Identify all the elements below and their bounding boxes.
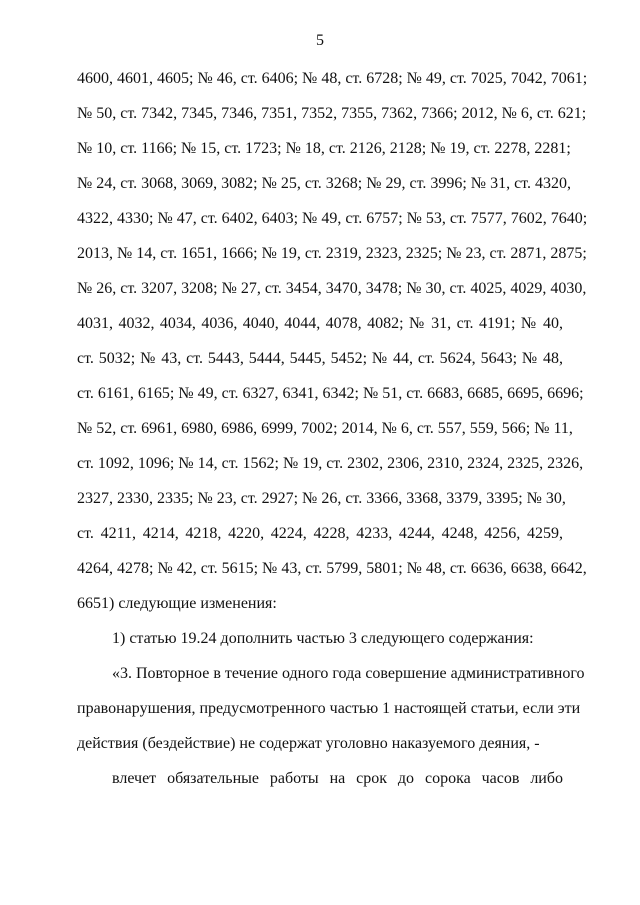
body-line: № 50, ст. 7342, 7345, 7346, 7351, 7352, 7355, 7362, 7366; 2012, № 6, ст. 621; [77,105,587,122]
quote-line: правонарушения, предусмотренного частью 1 настоящей статьи, если эти [77,700,581,717]
quote-line: действия (бездействие) не содержат уголовно наказуемого деяния, - [77,735,540,752]
quote-line: «3. Повторное в течение одного года совершение административного [112,665,585,682]
body-line: № 24, ст. 3068, 3069, 3082; № 25, ст. 3268; № 29, ст. 3996; № 31, ст. 4320, [77,175,571,192]
body-line: 6651) следующие изменения: [77,595,277,612]
body-line: 4600, 4601, 4605; № 46, ст. 6406; № 48, ст. 6728; № 49, ст. 7025, 7042, 7061; [77,70,588,87]
body-line: № 26, ст. 3207, 3208; № 27, ст. 3454, 3470, 3478; № 30, ст. 4025, 4029, 4030, [77,280,587,297]
body-line: 2013, № 14, ст. 1651, 1666; № 19, ст. 2319, 2323, 2325; № 23, ст. 2871, 2875; [77,245,587,262]
page-number: 5 [316,32,324,49]
body-line: ст. 5032; № 43, ст. 5443, 5444, 5445, 5452; № 44, ст. 5624, 5643; № 48, [77,350,563,367]
body-line: ст. 4211, 4214, 4218, 4220, 4224, 4228, 4233, 4244, 4248, 4256, 4259, [77,525,563,542]
body-line: № 10, ст. 1166; № 15, ст. 1723; № 18, ст. 2126, 2128; № 19, ст. 2278, 2281; [77,140,571,157]
body-line: 4322, 4330; № 47, ст. 6402, 6403; № 49, ст. 6757; № 53, ст. 7577, 7602, 7640; [77,210,588,227]
body-line: ст. 1092, 1096; № 14, ст. 1562; № 19, ст. 2302, 2306, 2310, 2324, 2325, 2326, [77,455,584,472]
amendment-item: 1) статью 19.24 дополнить частью 3 следующего содержания: [112,630,534,647]
body-line: 4264, 4278; № 42, ст. 5615; № 43, ст. 5799, 5801; № 48, ст. 6636, 6638, 6642, [77,560,587,577]
body-line: ст. 6161, 6165; № 49, ст. 6327, 6341, 6342; № 51, ст. 6683, 6685, 6695, 6696; [77,385,584,402]
body-line: 4031, 4032, 4034, 4036, 4040, 4044, 4078, 4082; № 31, ст. 4191; № 40, [77,315,563,332]
penalty-line: влечет обязательные работы на срок до сорока часов либо [112,770,563,787]
body-line: 2327, 2330, 2335; № 23, ст. 2927; № 26, ст. 3366, 3368, 3379, 3395; № 30, [77,490,566,507]
body-line: № 52, ст. 6961, 6980, 6986, 6999, 7002; 2014, № 6, ст. 557, 559, 566; № 11, [77,420,573,437]
